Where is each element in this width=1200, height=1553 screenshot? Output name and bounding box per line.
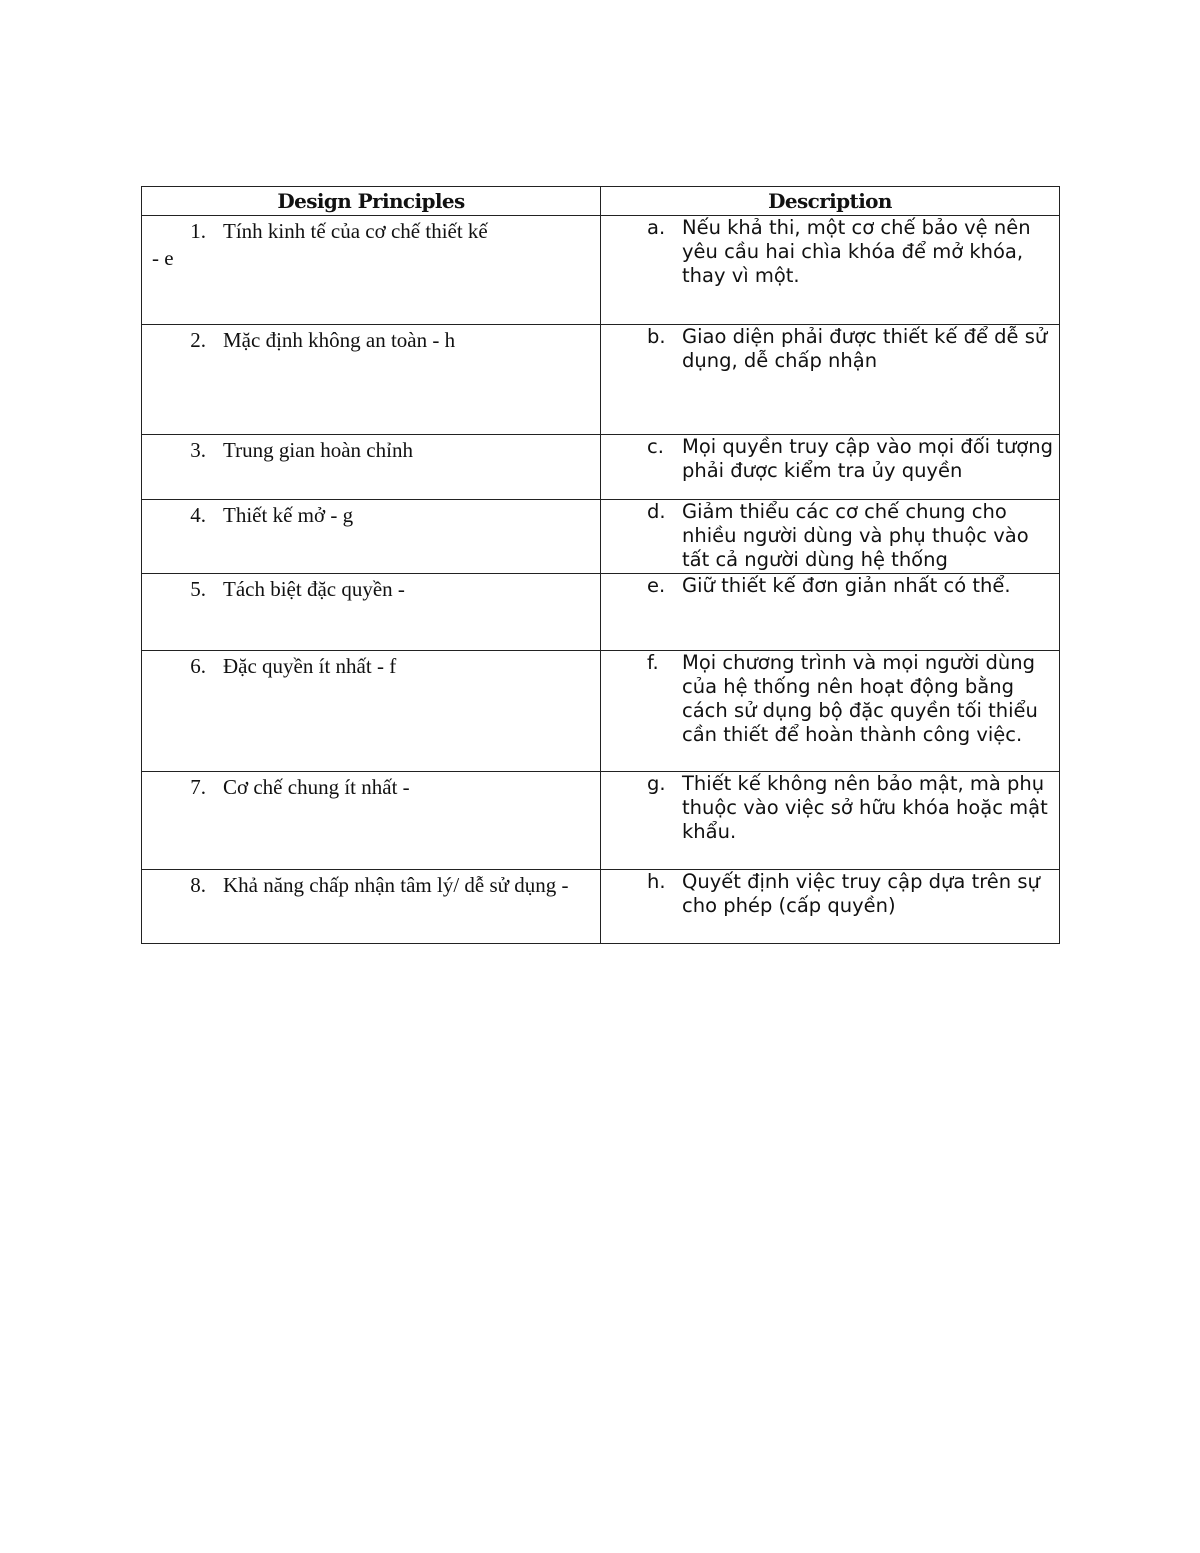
principle-cell	[142, 651, 601, 772]
table-header-row	[142, 187, 1060, 216]
description-letter: f.	[647, 651, 659, 674]
principle-text: Đặc quyền ít nhất - f	[223, 654, 397, 678]
principle-text: Tính kinh tế của cơ chế thiết kế	[223, 219, 488, 243]
description-text: Mọi chương trình và mọi người dùng của hệ thống nên hoạt động bằng cách sử dụng bộ đặc quyền tối thiểu cần thiết để hoàn thành công việc.	[682, 651, 1038, 746]
table-row	[142, 772, 1060, 870]
description-text: Giữ thiết kế đơn giản nhất có thể.	[682, 574, 1011, 597]
description-letter: c.	[647, 435, 664, 458]
principle-cell	[142, 216, 601, 325]
table-row	[142, 870, 1060, 944]
description-cell	[601, 772, 1060, 870]
description-text: Giảm thiểu các cơ chế chung cho nhiều người dùng và phụ thuộc vào tất cả người dùng hệ thống	[682, 500, 1029, 571]
design-principles-table	[141, 186, 1060, 944]
description-letter: d.	[647, 500, 666, 523]
principle-number: 6.	[190, 654, 206, 678]
description-cell	[601, 870, 1060, 944]
description-text: Mọi quyền truy cập vào mọi đối tượng phải được kiểm tra ủy quyền	[682, 435, 1053, 482]
description-cell	[601, 216, 1060, 325]
principle-number: 1.	[190, 219, 206, 243]
table-row	[142, 435, 1060, 500]
principle-number: 3.	[190, 438, 206, 462]
principle-number: 8.	[190, 873, 206, 897]
principle-cell	[142, 870, 601, 944]
principle-text: Thiết kế mở - g	[223, 503, 354, 527]
description-letter: h.	[647, 870, 666, 893]
principle-number: 5.	[190, 577, 206, 601]
principle-cell	[142, 574, 601, 651]
description-text: Quyết định việc truy cập dựa trên sự cho phép (cấp quyền)	[682, 870, 1040, 917]
description-text: Nếu khả thi, một cơ chế bảo vệ nên yêu cầu hai chìa khóa để mở khóa, thay vì một.	[682, 216, 1031, 287]
description-letter: g.	[647, 772, 666, 795]
table-row	[142, 216, 1060, 325]
description-letter: a.	[647, 216, 666, 239]
principle-text: Khả năng chấp nhận tâm lý/ dễ sử dụng -	[223, 873, 569, 897]
description-cell	[601, 500, 1060, 574]
header-design-principles: Design Principles	[142, 187, 601, 216]
table-row	[142, 574, 1060, 651]
principle-number: 4.	[190, 503, 206, 527]
principle-cell	[142, 772, 601, 870]
principle-text: Mặc định không an toàn - h	[223, 328, 456, 352]
principle-text-continued: - e	[152, 246, 174, 270]
description-text: Giao diện phải được thiết kế để dễ sử dụng, dễ chấp nhận	[682, 325, 1048, 372]
principle-cell	[142, 435, 601, 500]
principle-cell	[142, 325, 601, 435]
header-description: Description	[601, 187, 1060, 216]
description-cell	[601, 651, 1060, 772]
principle-text: Cơ chế chung ít nhất -	[223, 775, 410, 799]
principle-text: Tách biệt đặc quyền -	[223, 577, 405, 601]
table-row	[142, 651, 1060, 772]
table-row	[142, 500, 1060, 574]
description-text: Thiết kế không nên bảo mật, mà phụ thuộc vào việc sở hữu khóa hoặc mật khẩu.	[682, 772, 1048, 843]
principle-number: 7.	[190, 775, 206, 799]
description-letter: e.	[647, 574, 666, 597]
description-letter: b.	[647, 325, 666, 348]
principle-cell	[142, 500, 601, 574]
description-cell	[601, 325, 1060, 435]
description-cell	[601, 574, 1060, 651]
principle-number: 2.	[190, 328, 206, 352]
principle-text: Trung gian hoàn chỉnh	[223, 438, 413, 462]
description-cell	[601, 435, 1060, 500]
table-row	[142, 325, 1060, 435]
